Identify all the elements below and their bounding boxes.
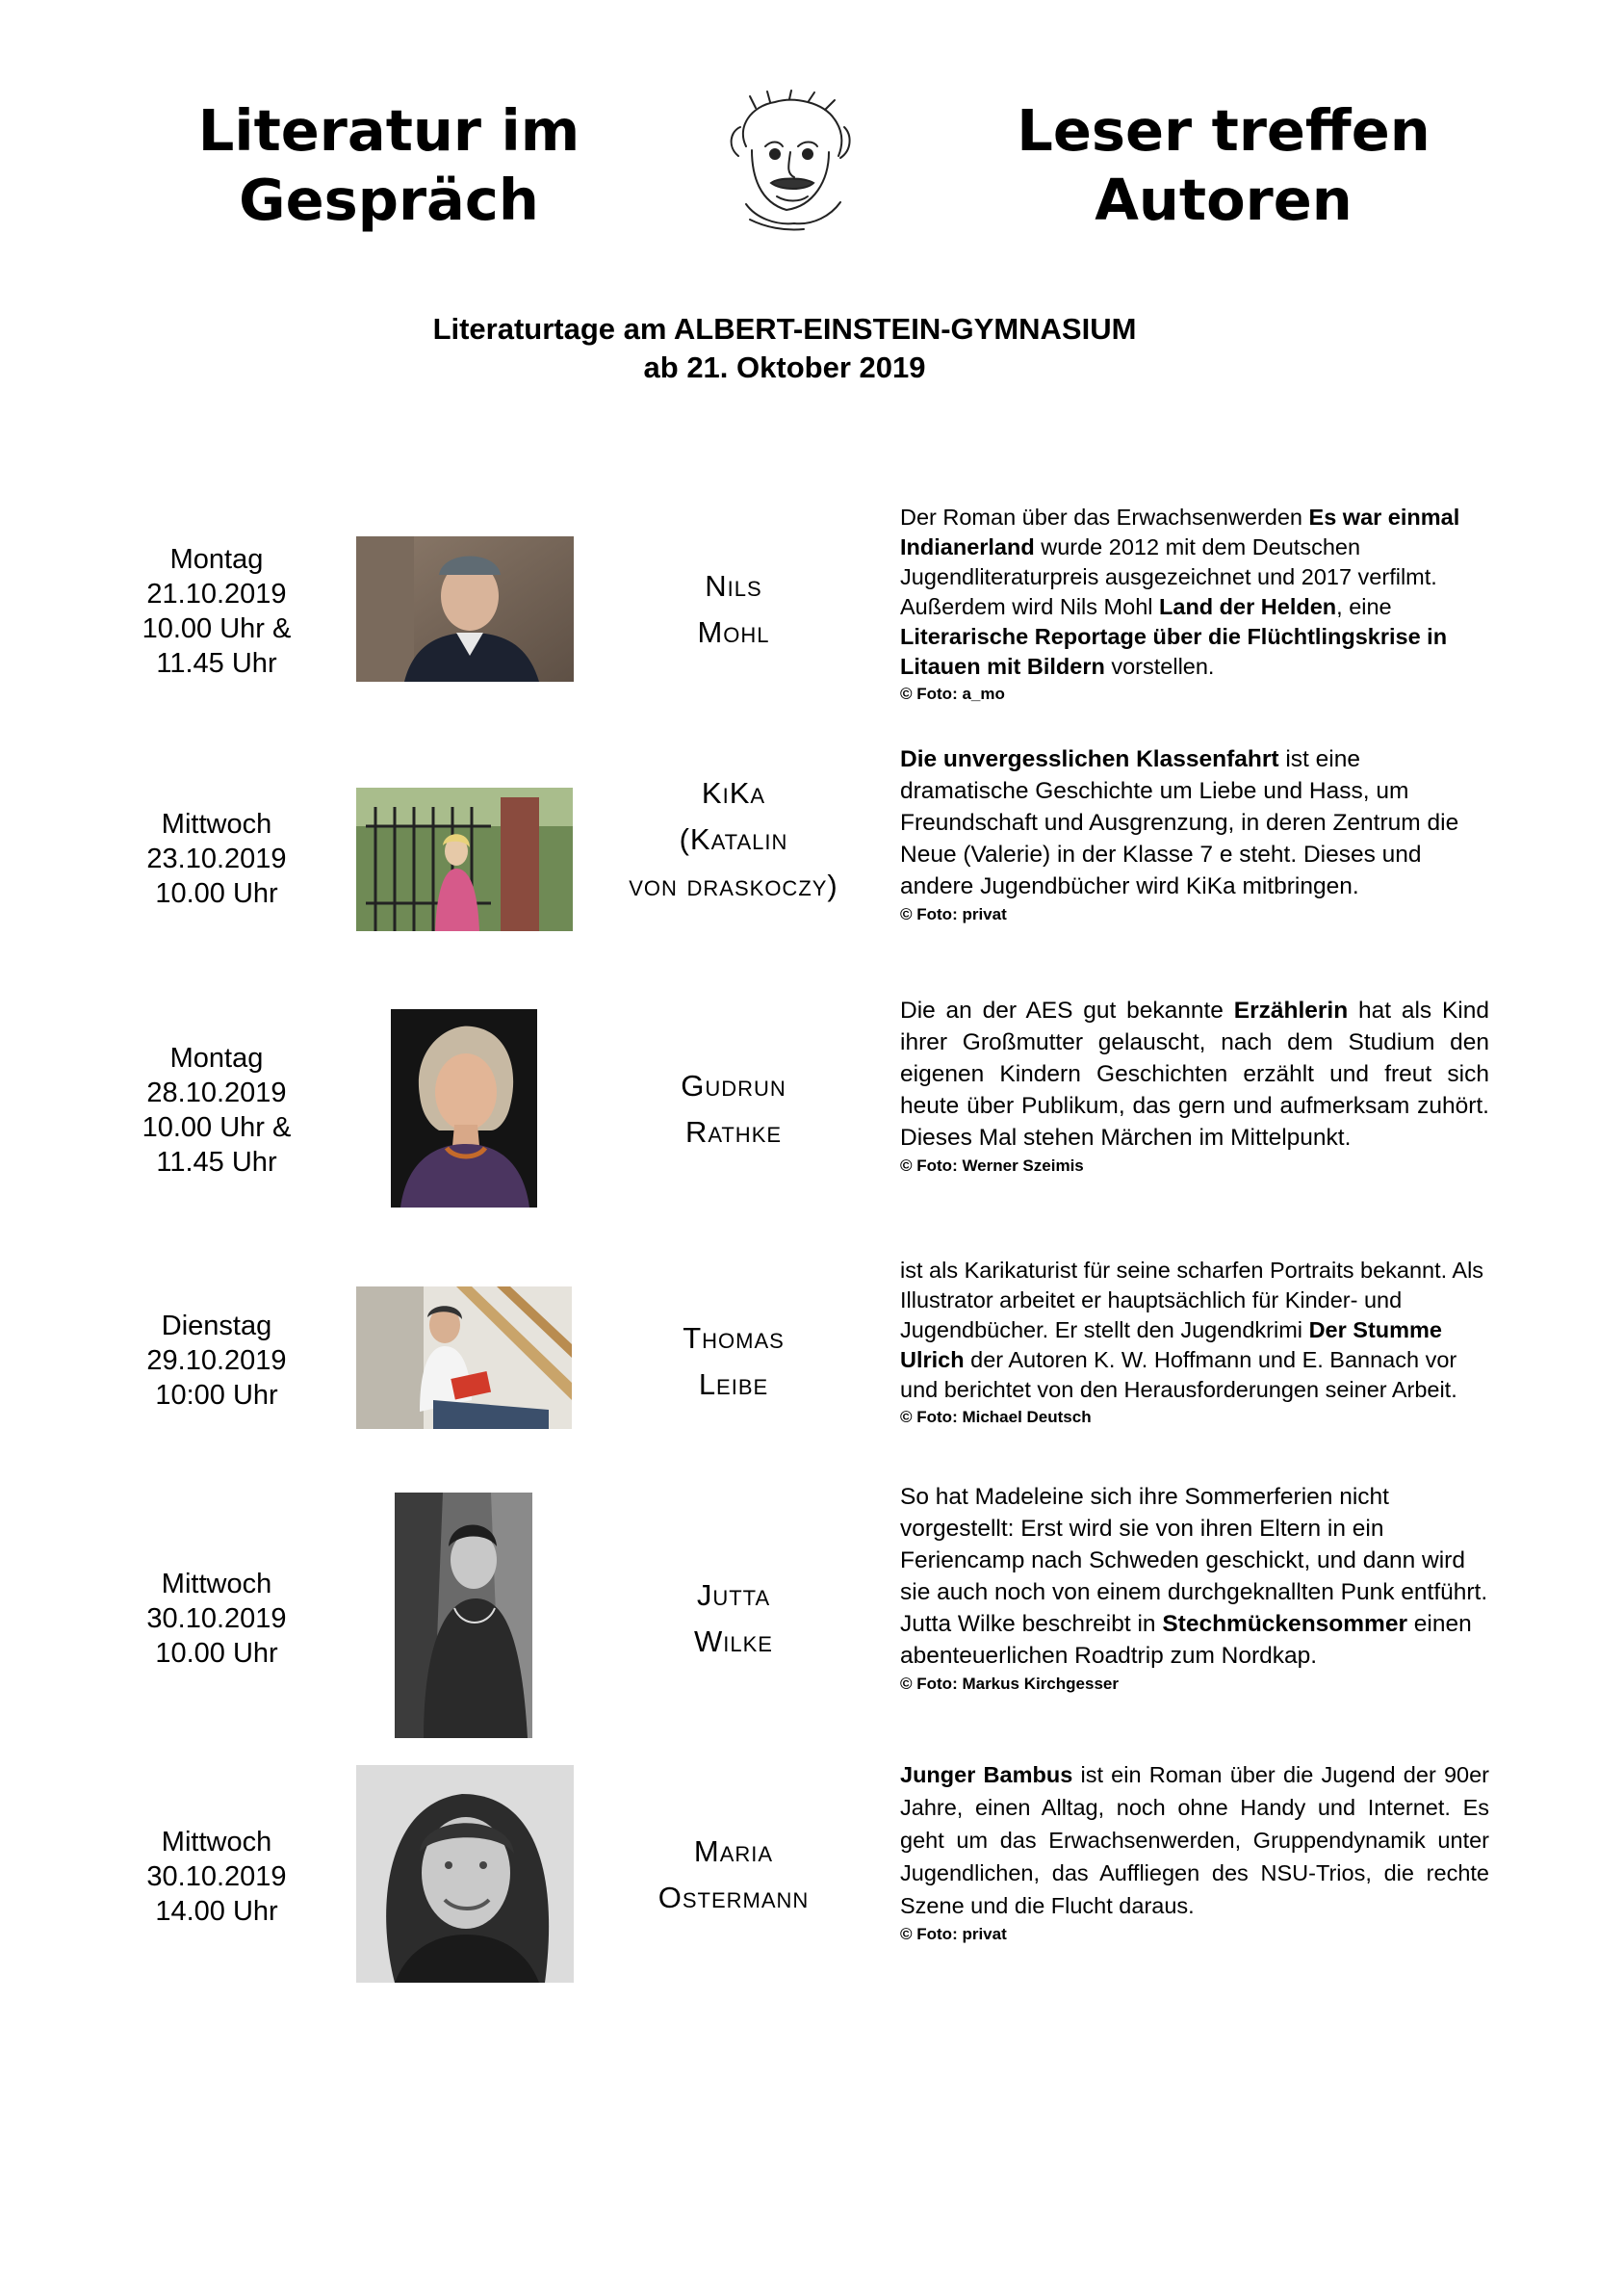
name-line: Thomas xyxy=(683,1321,785,1355)
event-description xyxy=(900,1758,1489,1945)
einstein-caricature-icon xyxy=(717,89,862,235)
author-photo xyxy=(356,1286,572,1429)
description-text: Die unvergesslichen Klassenfahrt ist eine dramatische Geschichte um Liebe und Hass, um Freundschaft und Ausgrenzung, in deren Zentrum die Neue (Valerie) in der Klasse 7 e steht. Dieses und andere Jugendbücher wird KiKa mitbringen. xyxy=(900,746,1459,899)
header-left-line-1: Literatur im xyxy=(197,97,580,164)
name-line: Mohl xyxy=(697,615,770,649)
time-value: 10.00 Uhr xyxy=(155,878,278,909)
author-name xyxy=(589,770,878,909)
photo-credit: © Foto: Werner Szeimis xyxy=(900,1156,1084,1175)
name-line: Maria xyxy=(693,1834,774,1868)
author-photo xyxy=(391,1009,537,1208)
photo-credit: © Foto: privat xyxy=(900,905,1007,923)
event-description xyxy=(900,1481,1489,1695)
name-line: Rathke xyxy=(684,1115,783,1149)
author-name xyxy=(589,1063,878,1156)
name-line: von draskoczy) xyxy=(629,869,838,902)
photo-credit: © Foto: privat xyxy=(900,1925,1007,1943)
event-date xyxy=(106,1309,327,1413)
description-text: Junger Bambus ist ein Roman über die Jugend der 90er Jahre, einen Alltag, noch ohne Handy und Internet. Es geht um das Erwachsenwerden, Gruppendynamik unter Jugendlichen, das Auffliegen des NSU-Trios, die rechte Szene und die Flucht daraus. xyxy=(900,1762,1490,1918)
name-line: Nils xyxy=(705,569,762,603)
name-line: Wilke xyxy=(694,1624,773,1658)
name-line: Jutta xyxy=(696,1578,771,1612)
author-photo xyxy=(356,1765,574,1983)
event-date xyxy=(106,1567,327,1671)
name-line: Gudrun xyxy=(681,1069,786,1103)
header-right-title xyxy=(973,96,1474,235)
date-value: 30.10.2019 xyxy=(146,1603,287,1634)
header-right-line-1: Leser treffen xyxy=(1017,97,1431,164)
time-value: 10.00 Uhr xyxy=(155,1638,278,1669)
date-value: 21.10.2019 xyxy=(146,579,287,610)
author-photo xyxy=(356,788,573,931)
name-line: Leibe xyxy=(698,1367,769,1401)
photo-credit: © Foto: Michael Deutsch xyxy=(900,1408,1092,1426)
author-photo xyxy=(395,1493,532,1738)
time-value: 10.00 Uhr & xyxy=(142,613,292,644)
date-value: 28.10.2019 xyxy=(146,1078,287,1108)
weekday: Mittwoch xyxy=(161,1827,272,1857)
author-photo xyxy=(356,536,574,682)
name-line: (Katalin xyxy=(679,822,788,856)
author-name xyxy=(589,1572,878,1665)
time-value: 14.00 Uhr xyxy=(155,1896,278,1927)
weekday: Montag xyxy=(169,1043,264,1074)
event-description xyxy=(900,503,1489,705)
time-value: 10:00 Uhr xyxy=(155,1380,278,1411)
event-description xyxy=(900,1256,1489,1428)
event-date xyxy=(106,1041,327,1180)
header-left-line-2: Gespräch xyxy=(239,167,539,233)
event-description xyxy=(900,743,1489,925)
weekday: Mittwoch xyxy=(161,809,272,840)
time-value: 10.00 Uhr & xyxy=(142,1112,292,1143)
author-name xyxy=(589,1315,878,1408)
subtitle-line-1: Literaturtage am ALBERT-EINSTEIN-GYMNASIUM xyxy=(432,312,1137,346)
subtitle-line-2: ab 21. Oktober 2019 xyxy=(643,351,926,384)
weekday: Dienstag xyxy=(161,1311,272,1341)
event-date xyxy=(106,542,327,681)
event-date xyxy=(106,1825,327,1929)
name-line: KiKa xyxy=(701,776,766,810)
photo-credit: © Foto: a_mo xyxy=(900,685,1005,703)
photo-credit: © Foto: Markus Kirchgesser xyxy=(900,1675,1119,1693)
event-description xyxy=(900,995,1489,1177)
date-value: 30.10.2019 xyxy=(146,1861,287,1892)
header-right-line-2: Autoren xyxy=(1095,167,1353,233)
name-line: Ostermann xyxy=(657,1881,810,1914)
description-text: Der Roman über das Erwachsenwerden Es war einmal Indianerland wurde 2012 mit dem Deutschen Jugendliteraturpreis ausgezeichnet und 2017 verfilmt. Außerdem wird Nils Mohl Land der Helden, eine Literarische Reportage über die Flüchtlingskrise in Litauen mit Bildern vorstellen. xyxy=(900,505,1460,679)
weekday: Montag xyxy=(169,544,264,575)
time-value: 11.45 Uhr xyxy=(156,648,277,679)
description-text: So hat Madeleine sich ihre Sommerferien nicht vorgestellt: Erst wird sie von ihren Eltern in ein Feriencamp nach Schweden geschickt, und dann wird sie auch noch von einem durchgeknallten Punk entführt. Jutta Wilke beschreibt in Stechmückensommer einen abenteuerlichen Roadtrip zum Nordkap. xyxy=(900,1484,1488,1669)
time-value: 11.45 Uhr xyxy=(156,1147,277,1178)
author-name xyxy=(589,563,878,656)
description-text: Die an der AES gut bekannte Erzählerin hat als Kind ihrer Großmutter gelauscht, nach dem Studium den eigenen Kindern Geschichten erzählt und freut sich heute über Publikum, das gern und aufmerksam zuhört. Dieses Mal stehen Märchen im Mittelpunkt. xyxy=(900,998,1489,1151)
subtitle xyxy=(289,310,1280,387)
weekday: Mittwoch xyxy=(161,1569,272,1599)
event-date xyxy=(106,807,327,911)
header-left-title xyxy=(139,96,639,235)
date-value: 23.10.2019 xyxy=(146,844,287,874)
author-name xyxy=(589,1829,878,1921)
description-text: ist als Karikaturist für seine scharfen Portraits bekannt. Als Illustrator arbeitet er hauptsächlich für Kinder- und Jugendbücher. Er stellt den Jugendkrimi Der Stumme Ulrich der Autoren K. W. Hoffmann und E. Bannach vor und berichtet von den Herausforderungen seiner Arbeit. xyxy=(900,1258,1484,1402)
date-value: 29.10.2019 xyxy=(146,1345,287,1376)
